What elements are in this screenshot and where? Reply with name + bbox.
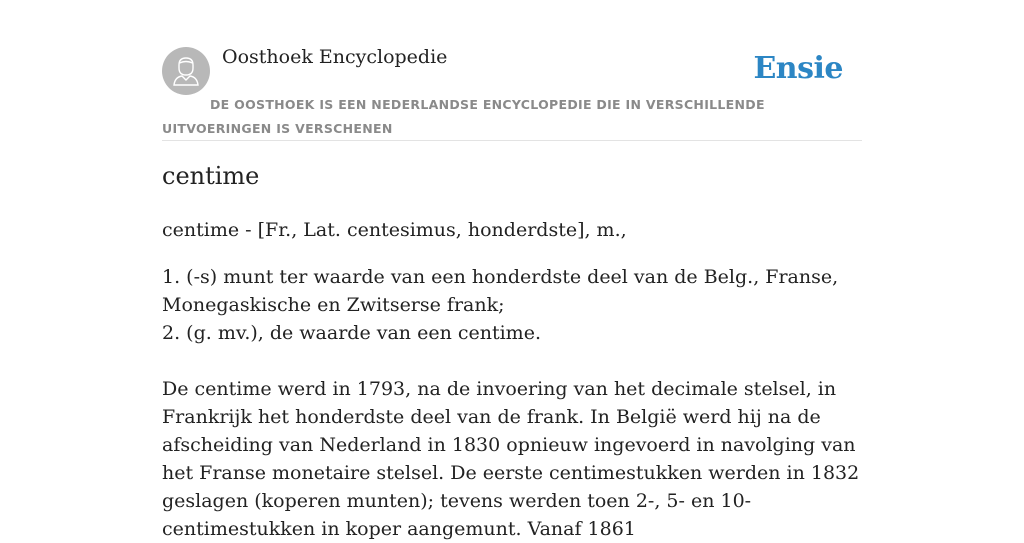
user-silhouette-icon [162, 47, 210, 95]
tagline: DE OOSTHOEK IS EEN NEDERLANDSE ENCYCLOPEDIE DIE IN VERSCHILLENDE UITVOERINGEN IS VERSCHENEN [162, 97, 765, 136]
article-body [162, 216, 862, 543]
ensie-logo[interactable]: Ensie [753, 51, 843, 86]
headword-line: centime - [Fr., Lat. centesimus, honderdste], m., [162, 219, 627, 241]
sense-1: 1. (-s) munt ter waarde van een honderdste deel van de Belg., Franse, Monegaskische en Zwitserse frank; [162, 266, 839, 316]
site-header [162, 40, 862, 141]
site-name[interactable]: Oosthoek Encyclopedie [222, 46, 448, 68]
history-paragraph: De centime werd in 1793, na de invoering van het decimale stelsel, in Frankrijk het honderdste deel van de frank. In België werd hij na de afscheiding van Nederland in 1830 opnieuw ingevoerd in navolging van het Franse monetaire stelsel. De eerste centimestukken werden in 1832 geslagen (koperen munten); tevens werden toen 2-, 5- en 10-centimestukken in koper aangemunt. Vanaf 1861 [162, 378, 860, 540]
page-title: centime [162, 162, 260, 190]
senses [162, 263, 862, 347]
sense-2: 2. (g. mv.), de waarde van een centime. [162, 322, 541, 344]
avatar[interactable] [162, 47, 210, 95]
